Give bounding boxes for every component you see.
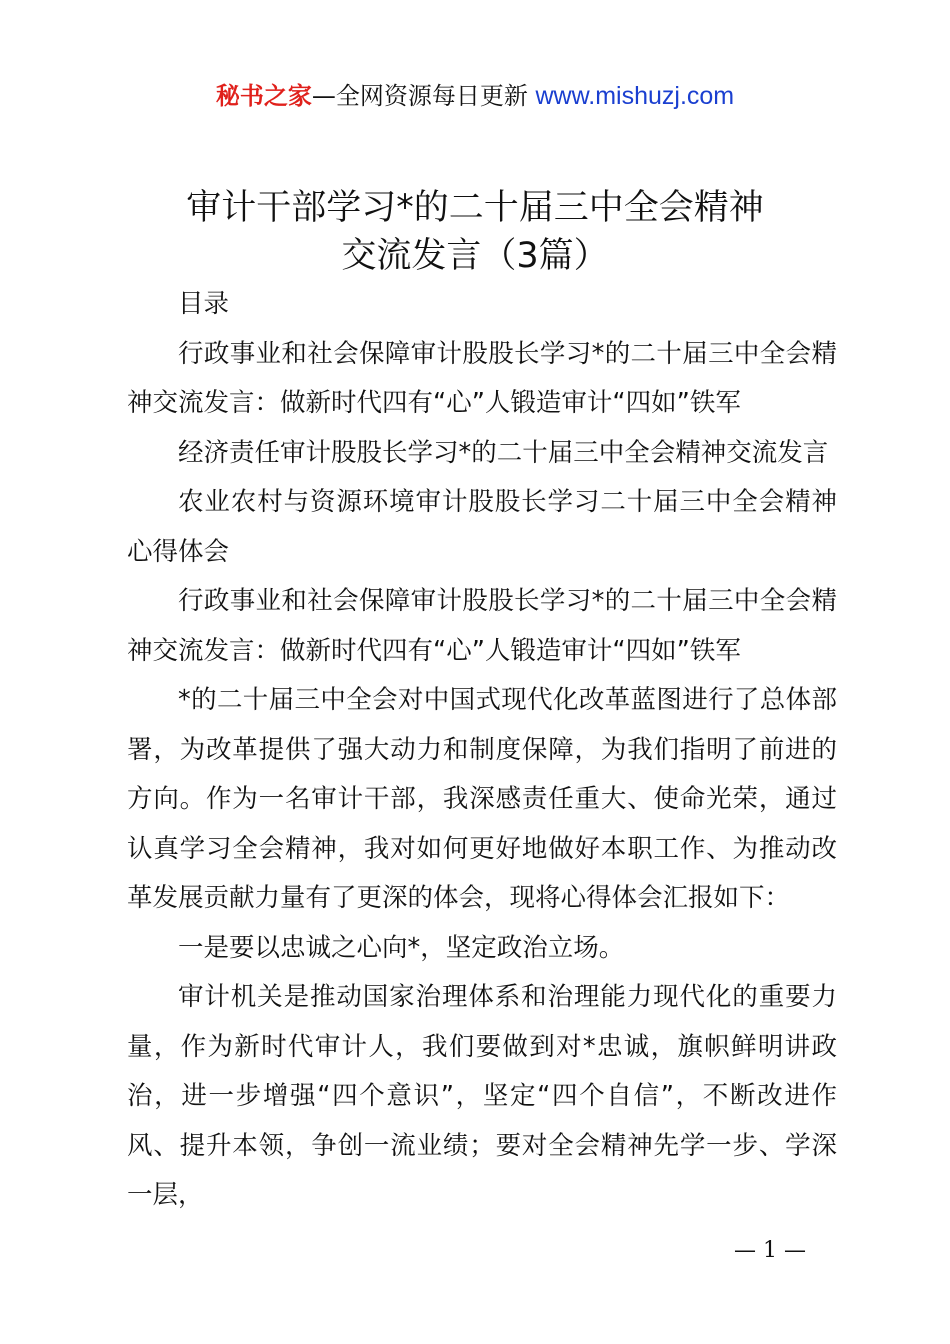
site-header <box>0 80 950 112</box>
brand-name: 秘书之家 <box>215 82 312 110</box>
document-title-line2: 交流发言（3篇） <box>341 236 609 276</box>
article-paragraph: 审计机关是推动国家治理体系和治理能力现代化的重要力量，作为新时代审计人，我们要做到对*忠诚，旗帜鲜明讲政治，进一步增强“四个意识”，坚定“四个自信”，不断改进作风、提升本领，争创一流业绩；要对全会精神先学一步、学深一层， <box>127 982 837 1210</box>
header-tagline: —全网资源每日更新 <box>311 82 536 110</box>
toc-label: 目录 <box>178 289 230 319</box>
site-url-link[interactable]: www.mishuzj.com <box>535 82 735 110</box>
article-point-heading: 一是要以忠诚之心向*，坚定政治立场。 <box>178 932 625 963</box>
page-number: — 1 — <box>734 1238 806 1263</box>
document-title-line1: 审计干部学习*的二十届三中全会精神 <box>186 188 764 228</box>
toc-item: 行政事业和社会保障审计股股长学习*的二十届三中全会精神交流发言：做新时代四有“心”人锻造审计“四如”铁军 <box>127 338 837 418</box>
document-body <box>127 280 837 1221</box>
toc-item: 经济责任审计股股长学习*的二十届三中全会精神交流发言 <box>178 437 829 468</box>
toc-item: 农业农村与资源环境审计股股长学习二十届三中全会精神心得体会 <box>127 487 837 567</box>
article-heading: 行政事业和社会保障审计股股长学习*的二十届三中全会精神交流发言：做新时代四有“心”人锻造审计“四如”铁军 <box>127 586 837 666</box>
article-paragraph: *的二十届三中全会对中国式现代化改革蓝图进行了总体部署，为改革提供了强大动力和制度保障，为我们指明了前进的方向。作为一名审计干部，我深感责任重大、使命光荣，通过认真学习全会精神，我对如何更好地做好本职工作、为推动改革发展贡献力量有了更深的体会，现将心得体会汇报如下： <box>127 685 837 913</box>
